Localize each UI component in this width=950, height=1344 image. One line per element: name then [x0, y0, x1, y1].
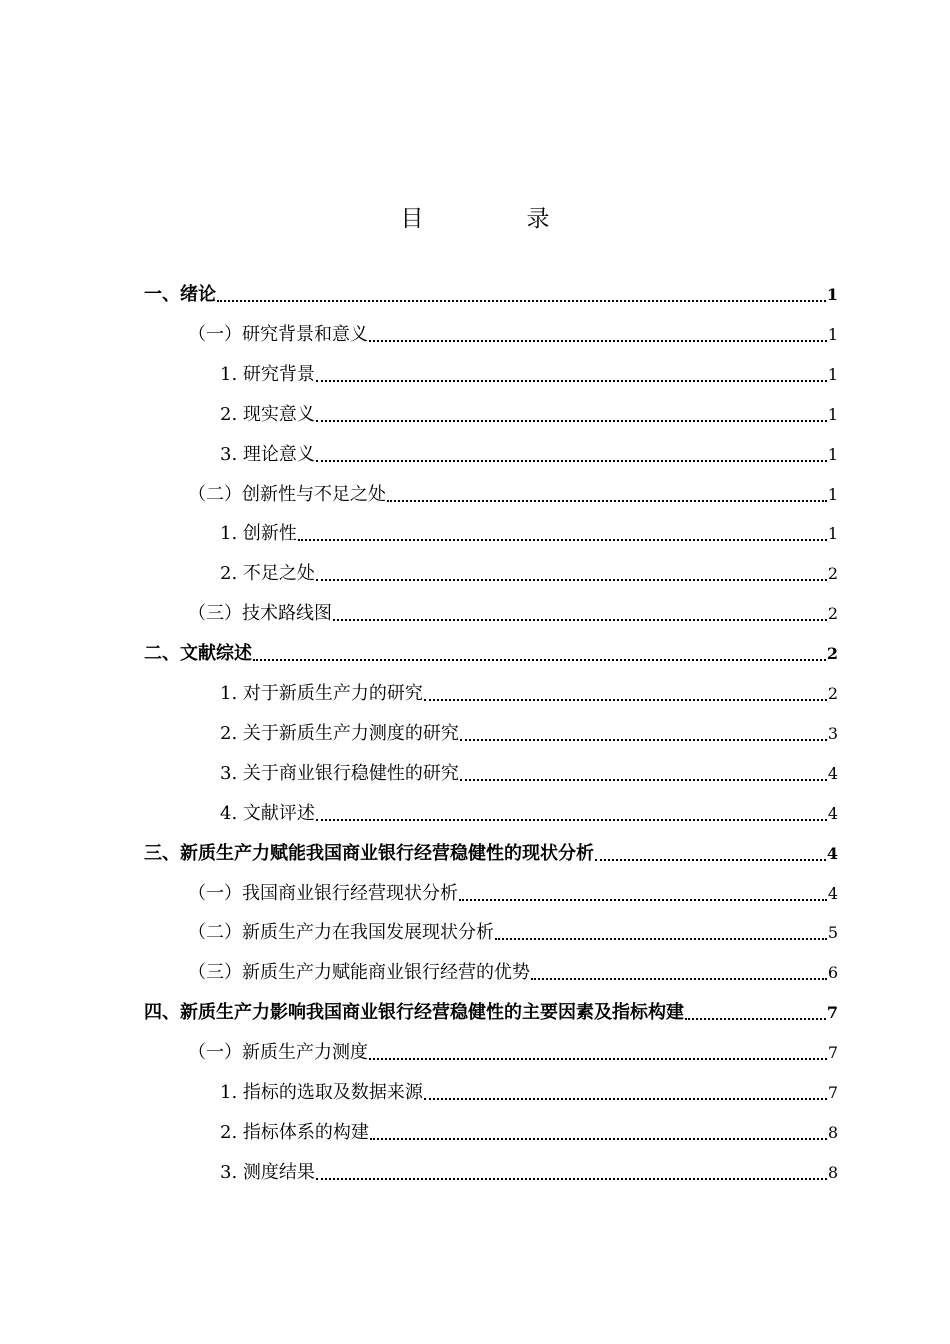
- toc-dot-leader: [685, 1018, 826, 1020]
- toc-entry[interactable]: [188, 476, 838, 506]
- toc-entry[interactable]: [188, 875, 838, 905]
- toc-entry[interactable]: [220, 436, 838, 466]
- toc-entry[interactable]: [220, 356, 838, 386]
- toc-dot-leader: [370, 1138, 827, 1140]
- toc-entry-page-number: 4: [827, 763, 838, 783]
- toc-dot-leader: [424, 699, 827, 701]
- toc-entry-label: （二）新质生产力在我国发展现状分析: [188, 922, 494, 944]
- toc-entry-page-number: 1: [827, 484, 838, 504]
- toc-entry[interactable]: [220, 1114, 838, 1144]
- page-title: 目 录: [400, 206, 590, 232]
- toc-entry-label: 一、绪论: [144, 284, 216, 305]
- toc-entry[interactable]: [220, 555, 838, 585]
- toc-entry[interactable]: [220, 715, 838, 745]
- toc-entry[interactable]: [220, 396, 838, 426]
- toc-entry-page-number: 1: [827, 364, 838, 384]
- toc-entry-label: （二）创新性与不足之处: [188, 483, 386, 505]
- toc-entry-label: （一）我国商业银行经营现状分析: [188, 882, 458, 904]
- toc-dot-leader: [316, 819, 827, 821]
- toc-entry-page-number: 1: [827, 404, 838, 424]
- toc-entry-page-number: 7: [826, 1003, 838, 1023]
- toc-entry-page-number: 7: [827, 1083, 838, 1102]
- toc-entry-label: 2. 不足之处: [220, 563, 315, 585]
- toc-entry-page-number: 8: [827, 1122, 838, 1142]
- toc-dot-leader: [316, 420, 827, 422]
- toc-entry-label: （一）研究背景和意义: [188, 323, 368, 345]
- toc-entry-page-number: 8: [827, 1162, 838, 1182]
- toc-entry-page-number: 1: [827, 524, 838, 544]
- toc-entry-label: 四、新质生产力影响我国商业银行经营稳健性的主要因素及指标构建: [144, 1002, 684, 1024]
- toc-entry-page-number: 2: [827, 604, 838, 624]
- toc-entry-page-number: 2: [827, 684, 838, 703]
- toc-entry-page-number: 2: [827, 564, 838, 584]
- toc-entry-page-number: 7: [827, 1043, 838, 1063]
- toc-entry-page-number: 6: [827, 963, 838, 983]
- toc-entry[interactable]: [220, 675, 838, 705]
- toc-entry-label: 1. 创新性: [220, 523, 297, 545]
- toc-entry[interactable]: [144, 994, 838, 1024]
- toc-entry[interactable]: [144, 635, 838, 665]
- toc-dot-leader: [369, 1058, 827, 1060]
- toc-dot-leader: [424, 1098, 827, 1100]
- toc-entry-page-number: 1: [827, 324, 838, 344]
- toc-entry[interactable]: [220, 795, 838, 825]
- toc-entry-page-number: 4: [826, 843, 838, 863]
- toc-dot-leader: [387, 500, 827, 502]
- toc-entry-label: （三）技术路线图: [188, 603, 332, 625]
- toc-entry-label: 3. 关于商业银行稳健性的研究: [220, 762, 459, 784]
- toc-entry[interactable]: [188, 316, 838, 346]
- toc-entry-label: 1. 指标的选取及数据来源: [220, 1082, 423, 1103]
- toc-entry-page-number: 4: [827, 803, 838, 823]
- toc-entry-page-number: 1: [827, 444, 838, 464]
- toc-entry-label: （三）新质生产力赋能商业银行经营的优势: [188, 962, 530, 984]
- toc-entry-label: 二、文献综述: [144, 643, 252, 665]
- toc-entry[interactable]: [188, 954, 838, 984]
- toc-dot-leader: [298, 539, 827, 541]
- toc-entry[interactable]: [144, 835, 838, 865]
- toc-dot-leader: [369, 340, 827, 342]
- toc-dot-leader: [316, 380, 827, 382]
- toc-entry-label: （一）新质生产力测度: [188, 1042, 368, 1064]
- toc-dot-leader: [460, 779, 827, 781]
- toc-entry-label: 2. 关于新质生产力测度的研究: [220, 722, 459, 744]
- toc-entry[interactable]: [144, 276, 838, 306]
- toc-dot-leader: [333, 619, 827, 621]
- toc-dot-leader: [459, 899, 827, 901]
- toc-entry[interactable]: [188, 595, 838, 625]
- toc-dot-leader: [316, 1178, 827, 1180]
- toc-entry-label: 1. 研究背景: [220, 363, 315, 385]
- toc-entry[interactable]: [188, 914, 838, 944]
- toc-entry[interactable]: [220, 1074, 838, 1104]
- toc-entry-page-number: 4: [827, 883, 838, 903]
- toc-entry-page-number: 2: [826, 644, 838, 664]
- toc-entry-label: 3. 测度结果: [220, 1161, 315, 1183]
- toc-entry[interactable]: [220, 1154, 838, 1184]
- toc-dot-leader: [595, 859, 826, 861]
- toc-entry-label: 2. 现实意义: [220, 403, 315, 425]
- toc-dot-leader: [495, 938, 827, 940]
- toc-entry[interactable]: [220, 515, 838, 545]
- toc-entry-page-number: 3: [827, 723, 838, 743]
- toc-entry-label: 1. 对于新质生产力的研究: [220, 683, 423, 704]
- toc-dot-leader: [217, 300, 826, 302]
- toc-entry[interactable]: [188, 1034, 838, 1064]
- toc-dot-leader: [531, 978, 827, 980]
- toc-entry-label: 4. 文献评述: [220, 802, 315, 824]
- toc-dot-leader: [253, 659, 826, 661]
- toc-entry-page-number: 1: [826, 285, 838, 304]
- toc-entry-page-number: 5: [827, 923, 838, 943]
- toc-entry-label: 2. 指标体系的构建: [220, 1121, 369, 1143]
- toc-entry[interactable]: [220, 755, 838, 785]
- toc-dot-leader: [460, 739, 827, 741]
- toc-entry-label: 三、新质生产力赋能我国商业银行经营稳健性的现状分析: [144, 842, 594, 864]
- toc-dot-leader: [316, 579, 827, 581]
- toc-dot-leader: [316, 460, 827, 462]
- toc-entry-label: 3. 理论意义: [220, 443, 315, 465]
